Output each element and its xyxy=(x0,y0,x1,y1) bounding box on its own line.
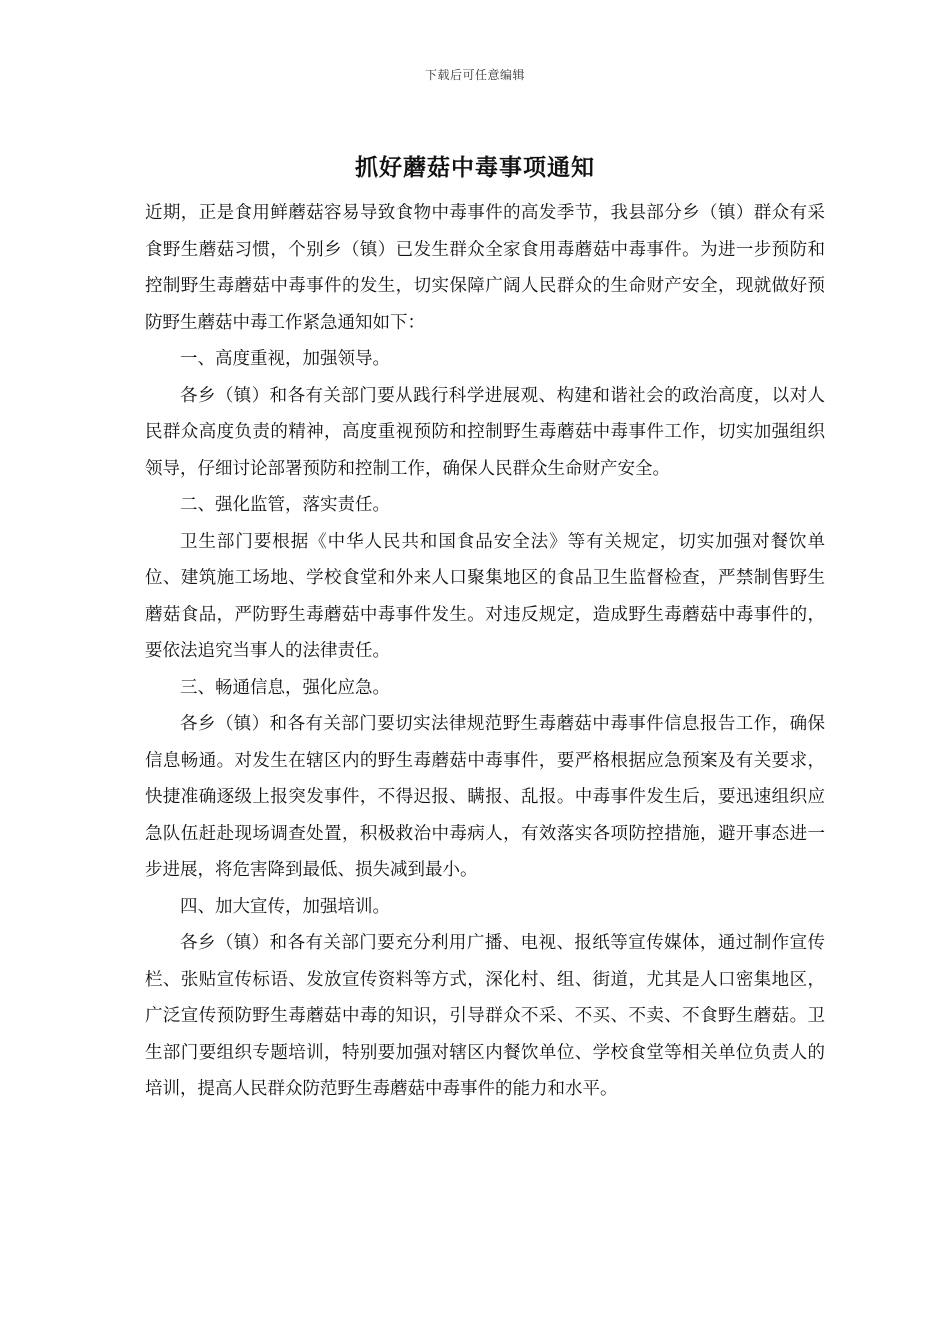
section-heading-4: 四、加大宣传，加强培训。 xyxy=(180,896,390,917)
section-heading-1: 一、高度重视，加强领导。 xyxy=(180,349,390,369)
section-paragraph-2: 卫生部门要根据《中华人民共和国食品安全法》等有关规定，切实加强对餐饮单位、建筑施工场地、学校食堂和外来人口聚集地区的食品卫生监督检查，严禁制售野生蘑菇食品，严防野生毒蘑菇中毒事件发生。对违反规定，造成野生毒蘑菇中毒事件的，要依法追究当事人的法律责任。 xyxy=(145,531,825,661)
header-note: 下载后可任意编辑 xyxy=(424,68,525,82)
intro-paragraph: 近期，正是食用鲜蘑菇容易导致食物中毒事件的高发季节，我县部分乡（镇）群众有采食野生蘑菇习惯，个别乡（镇）已发生群众全家食用毒蘑菇中毒事件。为进一步预防和控制野生毒蘑菇中毒事件的发生，切实保障广阔人民群众的生命财产安全，现就做好预防野生蘑菇中毒工作紧急通知如下： xyxy=(145,203,825,333)
section-paragraph-3: 各乡（镇）和各有关部门要切实法律规范野生毒蘑菇中毒事件信息报告工作，确保信息畅通。对发生在辖区内的野生毒蘑菇中毒事件，要严格根据应急预案及有关要求，快捷准确逐级上报突发事件，不得迟报、瞒报、乱报。中毒事件发生后，要迅速组织应急队伍赶赴现场调查处置，积极救治中毒病人，有效落实各项防控措施，避开事态进一步进展，将危害降到最低、损失减到最小。 xyxy=(145,714,825,880)
section-paragraph-1: 各乡（镇）和各有关部门要从践行科学进展观、构建和谐社会的政治高度，以对人民群众高度负责的精神，高度重视预防和控制野生毒蘑菇中毒事件工作，切实加强组织领导，仔细讨论部署预防和控制工作，确保人民群众生命财产安全。 xyxy=(145,385,825,479)
document-body xyxy=(145,195,825,1108)
section-paragraph-4: 各乡（镇）和各有关部门要充分利用广播、电视、报纸等宣传媒体，通过制作宣传栏、张贴宣传标语、发放宣传资料等方式，深化村、组、街道，尤其是人口密集地区，广泛宣传预防野生毒蘑菇中毒的知识，引导群众不采、不买、不卖、不食野生蘑菇。卫生部门要组织专题培训，特别要加强对辖区内餐饮单位、学校食堂等相关单位负责人的培训，提高人民群众防范野生毒蘑菇中毒事件的能力和水平。 xyxy=(145,933,825,1099)
document-title: 抓好蘑菇中毒事项通知 xyxy=(355,154,595,181)
section-heading-2: 二、强化监管，落实责任。 xyxy=(180,495,390,515)
section-heading-3: 三、畅通信息，强化应急。 xyxy=(180,677,390,698)
